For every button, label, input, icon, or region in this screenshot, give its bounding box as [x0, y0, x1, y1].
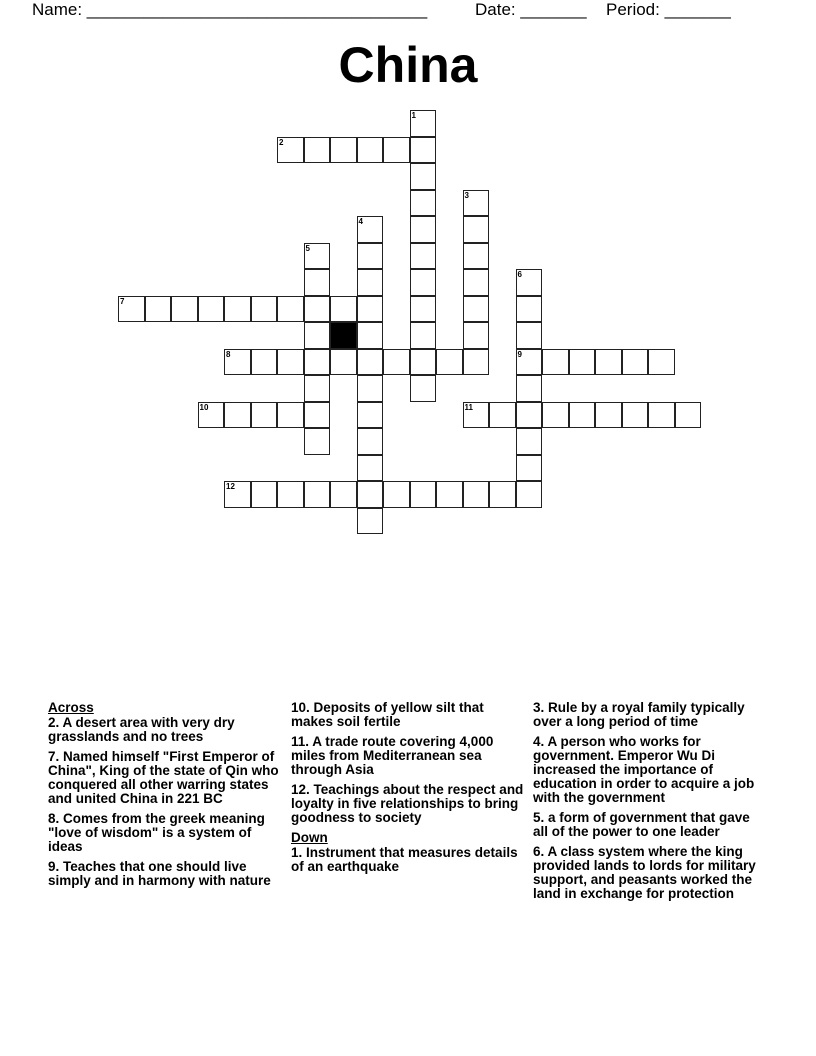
grid-cell[interactable]	[648, 349, 675, 376]
grid-cell[interactable]	[357, 402, 384, 429]
clue-number: 6	[517, 270, 522, 279]
grid-cell[interactable]	[277, 349, 304, 376]
grid-cell[interactable]	[410, 349, 437, 376]
grid-cell[interactable]	[516, 296, 543, 323]
grid-cell[interactable]	[145, 296, 172, 323]
grid-cell[interactable]	[463, 349, 490, 376]
grid-cell[interactable]	[675, 402, 702, 429]
clue-across-2: 2. A desert area with very dry grasslands and no trees	[48, 715, 235, 744]
grid-cell[interactable]	[516, 428, 543, 455]
grid-cell[interactable]	[357, 375, 384, 402]
clue-number: 10	[199, 402, 209, 412]
grid-cell[interactable]	[357, 137, 384, 164]
clue-number: 9	[517, 349, 522, 359]
grid-cell[interactable]	[171, 296, 198, 323]
grid-cell[interactable]	[304, 402, 331, 429]
grid-cell[interactable]	[383, 137, 410, 164]
grid-cell[interactable]	[304, 375, 331, 402]
clue-number: 12	[226, 482, 235, 491]
grid-cell[interactable]	[277, 481, 304, 508]
clues-column-2	[291, 701, 526, 880]
grid-cell[interactable]	[224, 296, 251, 323]
clue-number: 4	[358, 217, 363, 226]
grid-cell[interactable]	[622, 402, 649, 429]
grid-cell[interactable]	[251, 296, 278, 323]
grid-cell[interactable]	[277, 296, 304, 323]
clue-down-3: 3. Rule by a royal family typically over a long period of time	[533, 700, 745, 729]
grid-cell[interactable]	[304, 322, 331, 349]
grid-cell[interactable]	[569, 402, 596, 429]
grid-cell[interactable]	[357, 216, 384, 243]
grid-cell[interactable]	[410, 216, 437, 243]
grid-cell[interactable]	[542, 349, 569, 376]
grid-cell[interactable]	[330, 349, 357, 376]
clue-number: 7	[120, 296, 125, 306]
grid-cell[interactable]	[463, 243, 490, 270]
clue-number: 11	[464, 402, 473, 412]
grid-cell[interactable]	[516, 322, 543, 349]
name-field[interactable]: Name: ____________________________________	[32, 0, 428, 19]
grid-cell[interactable]	[357, 349, 384, 376]
clues-column-3	[533, 701, 768, 907]
grid-cell[interactable]	[224, 481, 251, 508]
date-field[interactable]: Date: _______	[475, 0, 587, 19]
clue-across-9: 9. Teaches that one should live simply and in harmony with nature	[48, 859, 271, 888]
grid-cell[interactable]	[357, 455, 384, 482]
grid-cell[interactable]	[410, 269, 437, 296]
clue-across-8: 8. Comes from the greek meaning "love of wisdom" is a system of ideas	[48, 811, 265, 854]
grid-cell[interactable]	[251, 481, 278, 508]
grid-cell[interactable]	[251, 349, 278, 376]
grid-cell[interactable]	[330, 296, 357, 323]
grid-cell[interactable]	[357, 269, 384, 296]
clues-column-1	[48, 701, 283, 894]
clue-number: 5	[305, 243, 310, 253]
grid-cell[interactable]	[224, 349, 251, 376]
clue-down-5: 5. a form of government that gave all of the power to one leader	[533, 810, 750, 839]
grid-cell[interactable]	[198, 296, 225, 323]
grid-cell[interactable]	[304, 137, 331, 164]
grid-cell[interactable]	[463, 190, 490, 217]
clue-number: 2	[279, 137, 284, 147]
grid-cell[interactable]	[251, 402, 278, 429]
grid-cell[interactable]	[357, 243, 384, 270]
clue-down-6: 6. A class system where the king provided lands to lords for military support, and peasants worked the land in exchange for protection	[533, 844, 756, 901]
grid-cell[interactable]	[648, 402, 675, 429]
grid-cell[interactable]	[410, 375, 437, 402]
clue-number: 3	[464, 190, 469, 200]
grid-cell[interactable]	[357, 481, 384, 508]
grid-cell[interactable]	[304, 269, 331, 296]
grid-cell[interactable]	[516, 269, 543, 296]
grid-cell[interactable]	[357, 428, 384, 455]
grid-cell[interactable]	[516, 349, 543, 376]
grid-cell[interactable]	[304, 349, 331, 376]
grid-cell[interactable]	[489, 481, 516, 508]
grid-cell[interactable]	[118, 296, 145, 323]
grid-cell[interactable]	[357, 296, 384, 323]
grid-cell[interactable]	[304, 243, 331, 270]
grid-cell[interactable]	[463, 402, 490, 429]
grid-cell[interactable]	[304, 296, 331, 323]
grid-cell[interactable]	[595, 349, 622, 376]
clue-across-10: 10. Deposits of yellow silt that makes soil fertile	[291, 700, 484, 729]
grid-cell[interactable]	[198, 402, 225, 429]
grid-cell[interactable]	[463, 216, 490, 243]
clue-across-12: 12. Teachings about the respect and loyalty in five relationships to bring goodness to society	[291, 782, 524, 825]
clue-across-11: 11. A trade route covering 4,000 miles from Mediterranean sea through Asia	[291, 734, 494, 777]
black-cell	[330, 322, 357, 349]
grid-cell[interactable]	[410, 190, 437, 217]
grid-cell[interactable]	[410, 481, 437, 508]
grid-cell[interactable]	[357, 508, 384, 535]
grid-cell[interactable]	[516, 402, 543, 429]
grid-cell[interactable]	[463, 269, 490, 296]
grid-cell[interactable]	[224, 402, 251, 429]
grid-cell[interactable]	[463, 296, 490, 323]
grid-cell[interactable]	[357, 322, 384, 349]
grid-cell[interactable]	[410, 137, 437, 164]
across-heading: Across	[48, 700, 94, 715]
grid-cell[interactable]	[383, 481, 410, 508]
grid-cell[interactable]	[542, 402, 569, 429]
page-title: China	[338, 37, 478, 93]
grid-cell[interactable]	[410, 163, 437, 190]
grid-cell[interactable]	[516, 455, 543, 482]
grid-cell[interactable]	[410, 243, 437, 270]
grid-cell[interactable]	[330, 137, 357, 164]
clue-down-1: 1. Instrument that measures details of an earthquake	[291, 845, 518, 874]
grid-cell[interactable]	[463, 481, 490, 508]
grid-cell[interactable]	[304, 428, 331, 455]
clue-number: 8	[226, 349, 231, 359]
clue-down-4: 4. A person who works for government. Emperor Wu Di increased the importance of education in order to acquire a job with the government	[533, 734, 755, 805]
grid-cell[interactable]	[436, 349, 463, 376]
grid-cell[interactable]	[516, 481, 543, 508]
grid-cell[interactable]	[277, 137, 304, 164]
grid-cell[interactable]	[410, 322, 437, 349]
grid-cell[interactable]	[516, 375, 543, 402]
period-field[interactable]: Period: _______	[606, 0, 731, 19]
grid-cell[interactable]	[304, 481, 331, 508]
grid-cell[interactable]	[410, 296, 437, 323]
grid-cell[interactable]	[463, 322, 490, 349]
clue-across-7: 7. Named himself "First Emperor of China", King of the state of Qin who conquered all other warring states and united China in 221 BC	[48, 749, 279, 806]
grid-cell[interactable]	[489, 402, 516, 429]
grid-cell[interactable]	[277, 402, 304, 429]
grid-cell[interactable]	[436, 481, 463, 508]
grid-cell[interactable]	[410, 110, 437, 137]
grid-cell[interactable]	[595, 402, 622, 429]
grid-cell[interactable]	[569, 349, 596, 376]
grid-cell[interactable]	[330, 481, 357, 508]
down-heading: Down	[291, 830, 328, 845]
grid-cell[interactable]	[622, 349, 649, 376]
clue-number: 1	[411, 111, 416, 120]
grid-cell[interactable]	[383, 349, 410, 376]
